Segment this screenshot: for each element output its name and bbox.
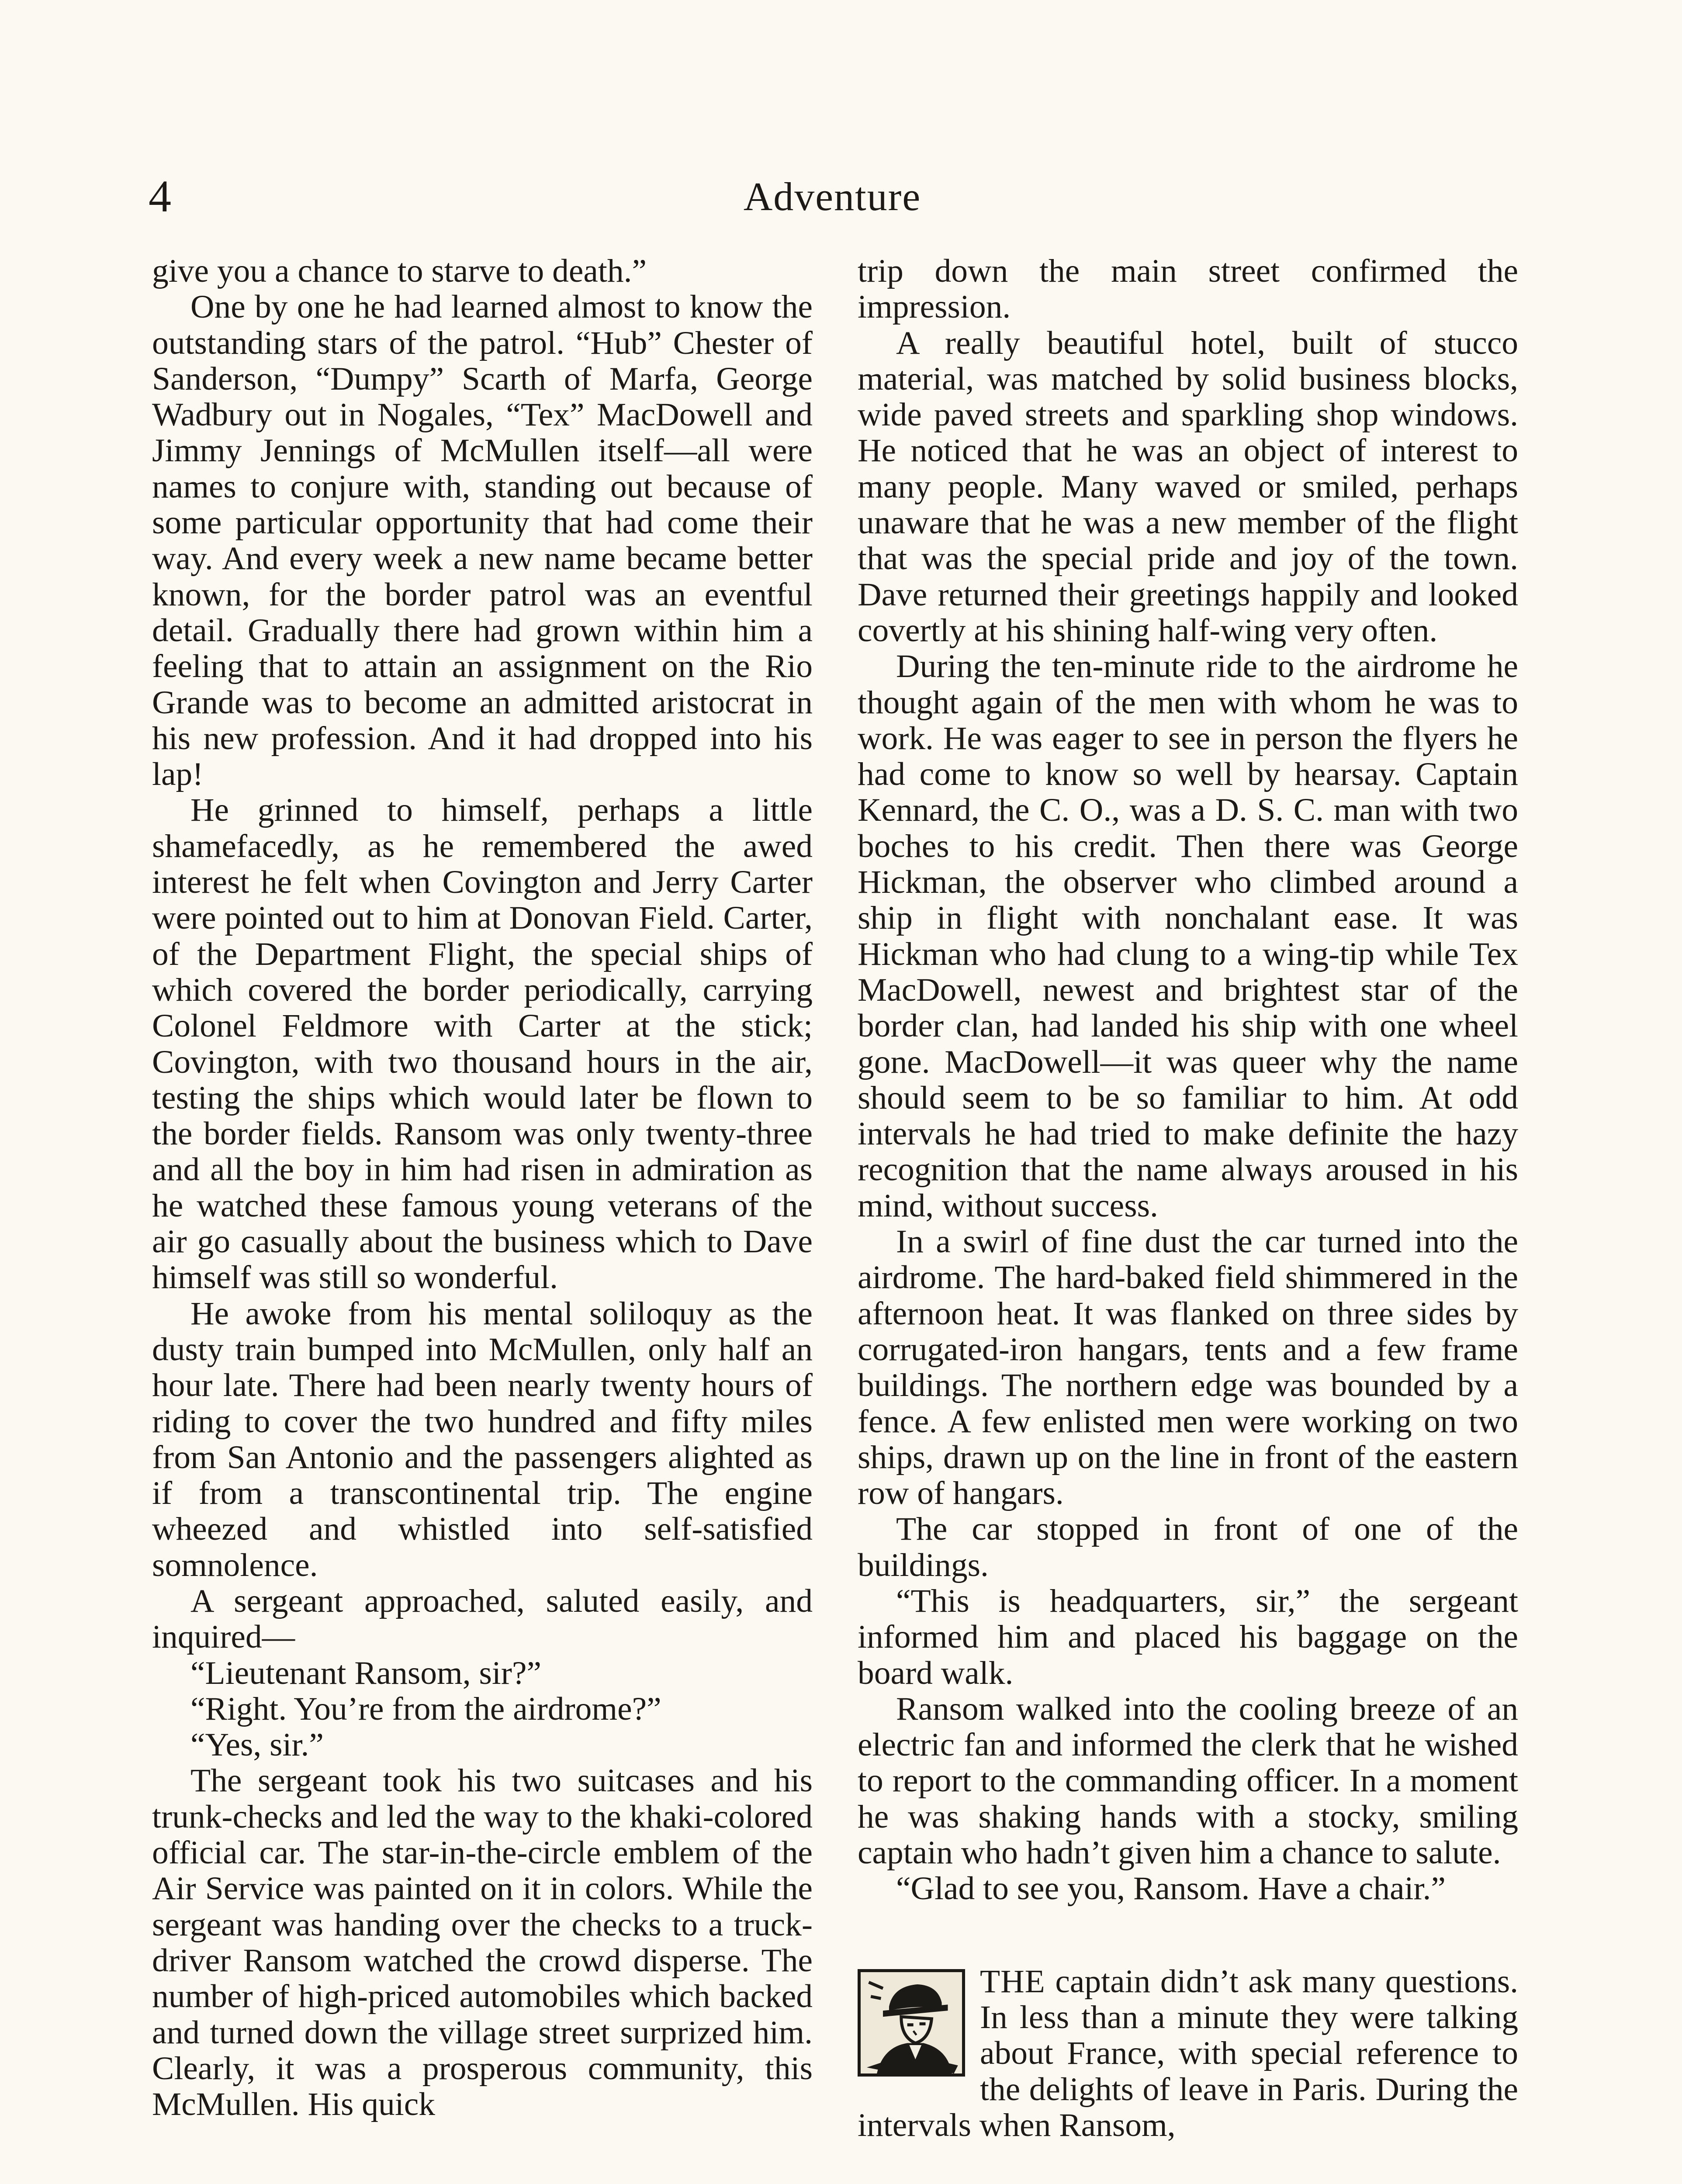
paragraph: He grinned to himself, perhaps a little shamefacedly, as he remembered the awed interest he felt when Covington and Jerry Carter were pointed out to him at Donovan Field. Carter, of the Department Flight, the special ships of which covered the border periodically, carrying Colonel Feldmore with Carter at the stick; Covington, with two thousand hours in the air, testing the ships which would later be flown to the border fields. Ransom was only twenty-three and all the boy in him had risen in admiration as he watched these famous young veterans of the air go casually about the business which to Dave himself was still so wonderful. (152, 792, 813, 1296)
paragraph: trip down the main street confirmed the impression. (858, 253, 1518, 325)
paragraph: give you a chance to starve to death.” (152, 253, 647, 289)
dialogue-line: “Right. You’re from the airdrome?” (190, 1690, 661, 1727)
paragraph: During the ten-minute ride to the airdrome he thought again of the men with whom he was to work. He was eager to see in person the flyers he had come to know so well by hearsay. Captain Kennard, the C. O., was a D. S. C. man with two boches to his credit. Then there was George Hickman, the observer who climbed around a ship in flight with nonchalant ease. It was Hickman who had clung to a wing-tip while Tex MacDowell, newest and brightest star of the border clan, had landed his ship with one wheel gone. MacDowell—it was queer why the name should seem to be so familiar to him. At odd intervals he had tried to make definite the hazy recognition that the name always aroused in his mind, without success. (858, 648, 1518, 1224)
section-opening-paragraph (858, 1964, 1518, 2143)
paragraph: Ransom walked into the cooling breeze of an electric fan and informed the clerk that he wished to report to the commanding officer. In a moment he was shaking hands with a stocky, smiling captain who hadn’t given him a chance to salute. (858, 1690, 1518, 1871)
section-break (858, 1907, 1518, 1964)
paragraph: The sergeant took his two suitcases and his trunk-checks and led the way to the khaki-colored official car. The star-in-the-circle emblem of the Air Service was painted on it in colors. While the sergeant was handing over the checks to a truck-driver Ransom watched the crowd disperse. The number of high-priced automobiles which backed and turned down the village street surprized him. Clearly, it was a prosperous community, this McMullen. His quick (152, 1762, 813, 2123)
dialogue-line: “Lieutenant Ransom, sir?” (190, 1655, 541, 1691)
section-opening-text: captain didn’t ask many questions. In less than a minute they were talking about France, with special reference to the delights of leave in Paris. During the intervals when Ransom, (858, 1963, 1518, 2143)
paragraph: “This is headquarters, sir,” the sergeant informed him and placed his baggage on the board walk. (858, 1583, 1518, 1691)
paragraph: The car stopped in front of one of the buildings. (858, 1511, 1518, 1583)
dialogue-line: “Yes, sir.” (190, 1727, 324, 1763)
right-column (858, 253, 1518, 2143)
paragraph: A really beautiful hotel, built of stucco material, was matched by solid business blocks, wide paved streets and sparkling shop windows. He noticed that he was an object of interest to many people. Many waved or smiled, perhaps unaware that he was a new member of the flight that was the special pride and joy of the town. Dave returned their greetings happily and looked covertly at his shining half-wing very often. (858, 325, 1518, 649)
dialogue-line: “Glad to see you, Ransom. Have a chair.” (896, 1870, 1446, 1907)
running-title: Adventure (743, 174, 921, 219)
paragraph: One by one he had learned almost to know the outstanding stars of the patrol. “Hub” Chester of Sanderson, “Dumpy” Scarth of Marfa, George Wadbury out in Nogales, “Tex” MacDowell and Jimmy Jennings of McMullen itself—all were names to conjure with, standing out because of some particular opportunity that had come their way. And every week a new name became better known, for the border patrol was an eventful detail. Gradually there had grown within him a feeling that to attain an assignment on the Rio Grande was to become an admitted aristocrat in his new profession. And it had dropped into his lap! (152, 289, 813, 793)
left-column (152, 253, 813, 2122)
section-first-word: THE (980, 1963, 1045, 2000)
page-number: 4 (149, 171, 171, 221)
page-header (149, 166, 1516, 227)
paragraph: In a swirl of fine dust the car turned into the airdrome. The hard-baked field shimmered in the afternoon heat. It was flanked on three sides by corrugated-iron hangars, tents and a few frame buildings. The northern edge was bounded by a fence. A few enlisted men were working on two ships, drawn up on the line in front of the eastern row of hangars. (858, 1223, 1518, 1512)
paragraph: A sergeant approached, saluted easily, and inquired— (152, 1583, 813, 1655)
aviator-vignette-icon (858, 1969, 965, 2077)
paragraph: He awoke from his mental soliloquy as the dusty train bumped into McMullen, only half an hour late. There had been nearly twenty hours of riding to cover the two hundred and fifty miles from San Antonio and the passengers alighted as if from a transcontinental trip. The engine wheezed and whistled into self-satisfied somnolence. (152, 1295, 813, 1583)
